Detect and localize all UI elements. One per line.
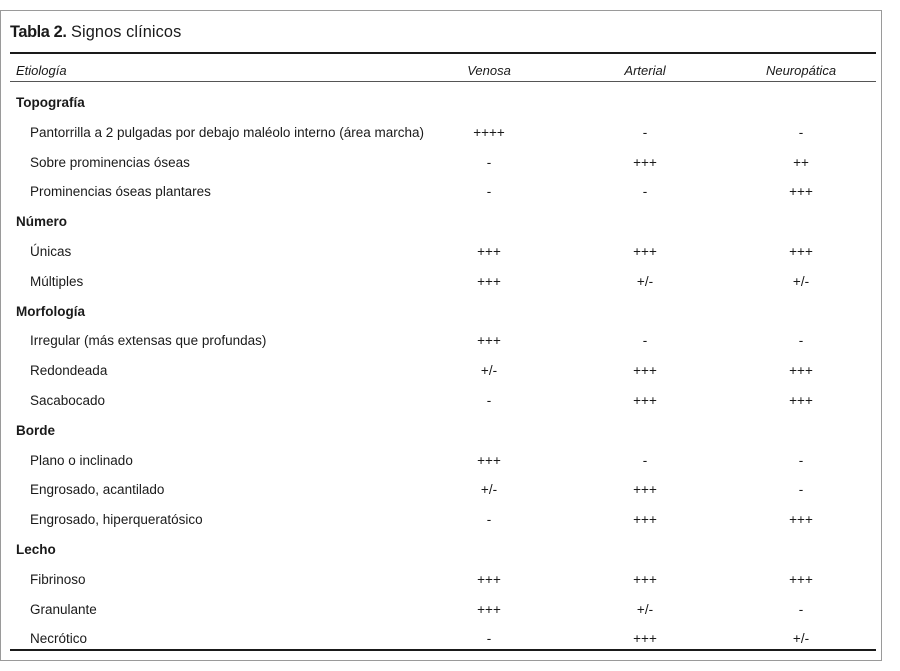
header-arterial: Arterial bbox=[624, 63, 666, 78]
table-row bbox=[10, 326, 876, 356]
arterial-value: +++ bbox=[633, 512, 657, 528]
venosa-value: - bbox=[486, 184, 492, 200]
neuropatica-value: ++ bbox=[793, 154, 809, 170]
sign-label: Granulante bbox=[30, 601, 97, 617]
table-row bbox=[10, 237, 876, 267]
table-row bbox=[10, 118, 876, 148]
sign-label: Múltiples bbox=[30, 273, 84, 289]
table-row bbox=[10, 595, 876, 625]
category-label: Borde bbox=[16, 422, 56, 438]
venosa-value: - bbox=[486, 392, 492, 408]
table-row bbox=[10, 475, 876, 505]
sign-label: Plano o inclinado bbox=[30, 452, 133, 468]
arterial-value: +++ bbox=[633, 243, 657, 259]
category-row bbox=[10, 297, 876, 327]
category-label: Morfología bbox=[16, 303, 85, 319]
neuropatica-value: +++ bbox=[789, 392, 813, 408]
venosa-value: - bbox=[486, 154, 492, 170]
venosa-value: +++ bbox=[477, 452, 501, 468]
table-row bbox=[10, 446, 876, 476]
table-row bbox=[10, 177, 876, 207]
arterial-value: +/- bbox=[636, 273, 654, 289]
top-rule bbox=[10, 52, 876, 54]
arterial-value: - bbox=[642, 333, 648, 349]
table-row bbox=[10, 148, 876, 178]
neuropatica-value: +++ bbox=[789, 243, 813, 259]
header-neuropatica: Neuropática bbox=[765, 63, 837, 78]
venosa-value: +/- bbox=[480, 363, 498, 379]
header-etiologia: Etiología bbox=[16, 63, 67, 78]
table-row bbox=[10, 565, 876, 595]
table-caption: Signos clínicos bbox=[71, 22, 182, 41]
table-number: Tabla 2. bbox=[10, 22, 67, 41]
sign-label: Sobre prominencias óseas bbox=[30, 154, 190, 170]
category-label: Topografía bbox=[16, 95, 85, 110]
table-header bbox=[10, 63, 876, 81]
neuropatica-value: +++ bbox=[789, 512, 813, 528]
arterial-value: - bbox=[642, 124, 648, 140]
sign-label: Irregular (más extensas que profundas) bbox=[30, 333, 267, 349]
sign-label: Pantorrilla a 2 pulgadas por debajo maléolo interno (área marcha) bbox=[30, 124, 424, 140]
arterial-value: +++ bbox=[633, 571, 657, 587]
sign-label: Necrótico bbox=[30, 631, 88, 647]
arterial-value: +++ bbox=[633, 363, 657, 379]
category-label: Número bbox=[16, 214, 68, 230]
venosa-value: +++ bbox=[477, 571, 501, 587]
header-venosa: Venosa bbox=[467, 63, 511, 78]
neuropatica-value: - bbox=[798, 452, 804, 468]
neuropatica-value: +++ bbox=[789, 184, 813, 200]
table-row bbox=[10, 505, 876, 535]
header-rule bbox=[10, 81, 876, 82]
arterial-value: +++ bbox=[633, 482, 657, 498]
neuropatica-value: +/- bbox=[792, 273, 810, 289]
sign-label: Sacabocado bbox=[30, 392, 106, 408]
table-body bbox=[10, 88, 876, 654]
sign-label: Engrosado, acantilado bbox=[30, 482, 165, 498]
venosa-value: - bbox=[486, 631, 492, 647]
venosa-value: +++ bbox=[477, 601, 501, 617]
neuropatica-value: +++ bbox=[789, 571, 813, 587]
venosa-value: - bbox=[486, 512, 492, 528]
arterial-value: +++ bbox=[633, 392, 657, 408]
venosa-value: ++++ bbox=[473, 124, 505, 140]
table-row bbox=[10, 386, 876, 416]
table-row bbox=[10, 356, 876, 386]
neuropatica-value: - bbox=[798, 482, 804, 498]
sign-label: Prominencias óseas plantares bbox=[30, 184, 211, 200]
table-row bbox=[10, 267, 876, 297]
venosa-value: +/- bbox=[480, 482, 498, 498]
table-title bbox=[10, 21, 181, 43]
neuropatica-value: - bbox=[798, 601, 804, 617]
neuropatica-value: +++ bbox=[789, 363, 813, 379]
neuropatica-value: +/- bbox=[792, 631, 810, 647]
category-row bbox=[10, 416, 876, 446]
arterial-value: +++ bbox=[633, 631, 657, 647]
arterial-value: - bbox=[642, 452, 648, 468]
venosa-value: +++ bbox=[477, 273, 501, 289]
venosa-value: +++ bbox=[477, 333, 501, 349]
bottom-rule bbox=[10, 649, 876, 651]
neuropatica-value: - bbox=[798, 124, 804, 140]
sign-label: Fibrinoso bbox=[30, 571, 86, 587]
sign-label: Redondeada bbox=[30, 363, 108, 379]
table-frame bbox=[0, 10, 882, 661]
arterial-value: +++ bbox=[633, 154, 657, 170]
venosa-value: +++ bbox=[477, 243, 501, 259]
sign-label: Engrosado, hiperqueratósico bbox=[30, 512, 203, 528]
arterial-value: - bbox=[642, 184, 648, 200]
neuropatica-value: - bbox=[798, 333, 804, 349]
category-label: Lecho bbox=[16, 541, 56, 557]
category-row bbox=[10, 207, 876, 237]
category-row bbox=[10, 535, 876, 565]
category-row bbox=[10, 88, 876, 118]
sign-label: Únicas bbox=[30, 243, 72, 259]
arterial-value: +/- bbox=[636, 601, 654, 617]
